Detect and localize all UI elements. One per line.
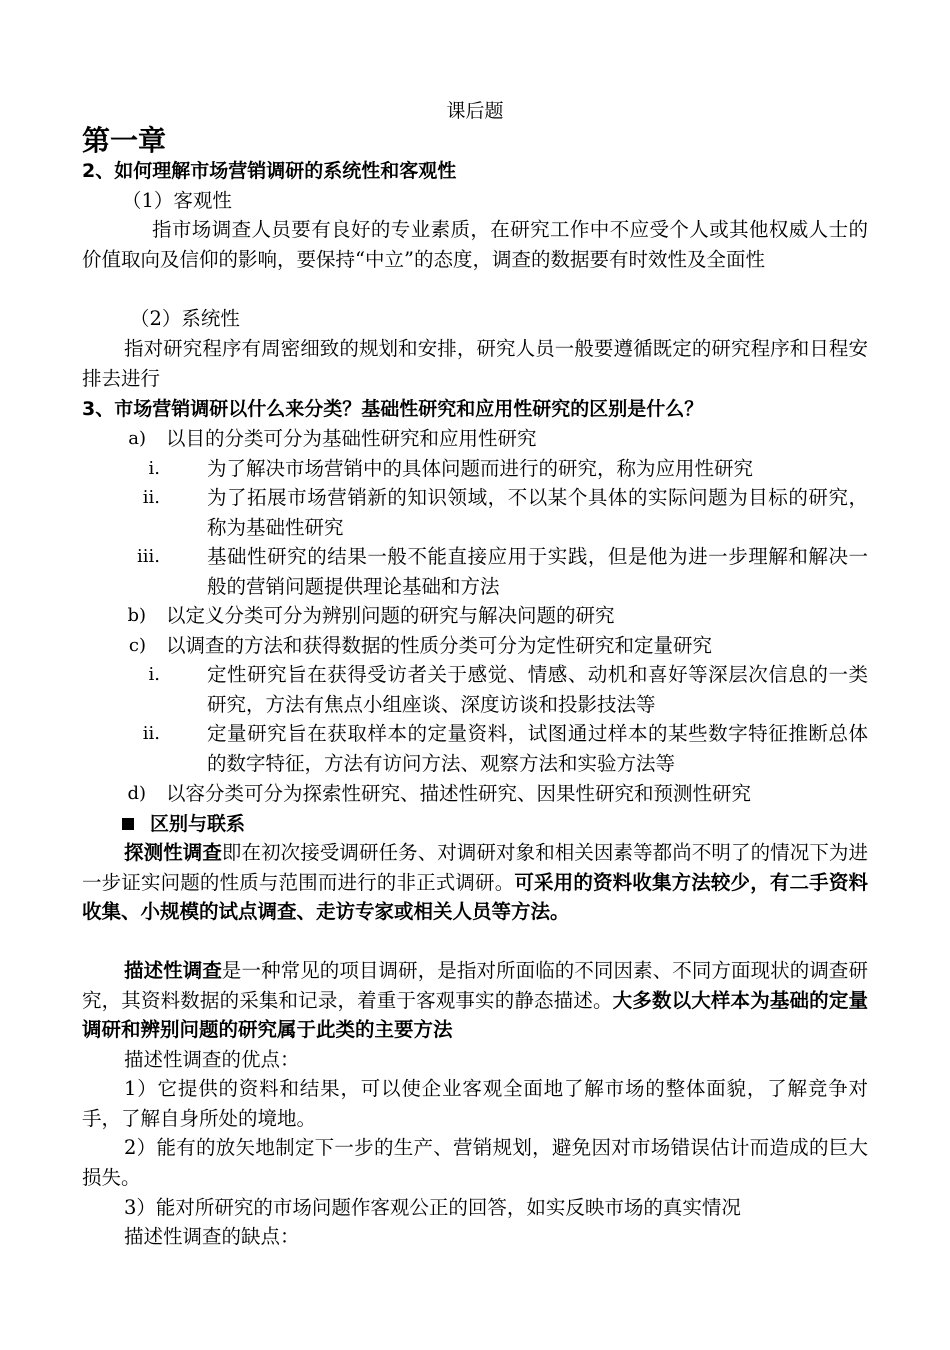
difference-heading: 区别与联系 xyxy=(150,813,246,835)
systematic-label: （2）系统性 xyxy=(130,307,240,330)
list-item-a-i: 为了解决市场营销中的具体问题而进行的研究，称为应用性研究 xyxy=(207,457,754,480)
list-marker-c-ii: ii. xyxy=(142,723,160,744)
systematic-paragraph: 指对研究程序有周密细致的规划和安排，研究人员一般要遵循既定的研究程序和日程安排去进行 xyxy=(82,337,868,390)
list-marker-b: b) xyxy=(127,605,146,626)
exploratory-term: 探测性调查 xyxy=(124,841,222,864)
descriptive-text: 是一种常见的项目调研，是指对所面临的不同因素、不同方面现状的调查研究，其资料数据的采集和记录，着重于客观事实的静态描述。 xyxy=(82,959,868,1012)
list-item-a-ii: 为了拓展市场营销新的知识领域，不以某个具体的实际问题为目标的研究，称为基础性研究 xyxy=(207,486,868,539)
square-bullet-icon xyxy=(122,818,134,830)
list-item-a-iii: 基础性研究的结果一般不能直接应用于实践，但是他为进一步理解和解决一般的营销问题提供理论基础和方法 xyxy=(207,545,868,598)
list-item-c-i: 定性研究旨在获得受访者关于感觉、情感、动机和喜好等深层次信息的一类研究，方法有焦点小组座谈、深度访谈和投影技法等 xyxy=(207,663,868,716)
advantage-1: 1）它提供的资料和结果，可以使企业客观全面地了解市场的整体面貌，了解竞争对手，了解自身所处的境地。 xyxy=(82,1077,868,1130)
disadvantages-title: 描述性调查的缺点： xyxy=(124,1225,300,1248)
advantage-2: 2）能有的放矢地制定下一步的生产、营销规划，避免因对市场错误估计而造成的巨大损失。 xyxy=(82,1136,868,1189)
list-marker-a-i: i. xyxy=(148,458,160,479)
exploratory-emphasis: 可采用的资料收集方法较少，有二手资料收集、小规模的试点调查、走访专家或相关人员等方法。 xyxy=(82,870,868,923)
list-item-c: 以调查的方法和获得数据的性质分类可分为定性研究和定量研究 xyxy=(166,634,713,657)
list-item-c-ii: 定量研究旨在获取样本的定量资料，试图通过样本的某些数字特征推断总体的数字特征，方法有访问方法、观察方法和实验方法等 xyxy=(207,722,868,775)
document-title: 课后题 xyxy=(446,100,504,122)
list-item-a: 以目的分类可分为基础性研究和应用性研究 xyxy=(166,427,537,450)
advantages-title: 描述性调查的优点： xyxy=(124,1048,300,1071)
objectivity-paragraph: 指市场调查人员要有良好的专业素质，在研究工作中不应受个人或其他权威人士的价值取向及信仰的影响，要保持“中立”的态度，调查的数据要有时效性及全面性 xyxy=(82,218,868,271)
list-marker-a-iii: iii. xyxy=(137,546,160,567)
list-marker-c: c) xyxy=(128,635,146,656)
exploratory-paragraph xyxy=(82,838,868,927)
objectivity-label: （1）客观性 xyxy=(122,189,232,212)
descriptive-emphasis: 大多数以大样本为基础的定量调研和辨别问题的研究属于此类的主要方法 xyxy=(82,988,868,1041)
list-item-d: 以容分类可分为探索性研究、描述性研究、因果性研究和预测性研究 xyxy=(166,782,752,805)
list-marker-c-i: i. xyxy=(148,664,160,685)
list-marker-a: a) xyxy=(128,428,146,449)
list-marker-a-ii: ii. xyxy=(142,487,160,508)
descriptive-paragraph xyxy=(82,956,868,1045)
list-marker-d: d) xyxy=(127,783,146,804)
exploratory-text: 即在初次接受调研任务、对调研对象和相关因素等都尚不明了的情况下为进一步证实问题的性质与范围而进行的非正式调研。 xyxy=(82,841,868,894)
descriptive-term: 描述性调查 xyxy=(124,959,222,982)
question-2-heading: 2、如何理解市场营销调研的系统性和客观性 xyxy=(82,160,457,182)
list-item-b: 以定义分类可分为辨别问题的研究与解决问题的研究 xyxy=(166,604,615,627)
question-3-heading: 3、市场营销调研以什么来分类？基础性研究和应用性研究的区别是什么？ xyxy=(82,398,704,420)
chapter-heading: 第一章 xyxy=(82,124,167,157)
advantage-3: 3）能对所研究的市场问题作客观公正的回答，如实反映市场的真实情况 xyxy=(124,1196,741,1219)
